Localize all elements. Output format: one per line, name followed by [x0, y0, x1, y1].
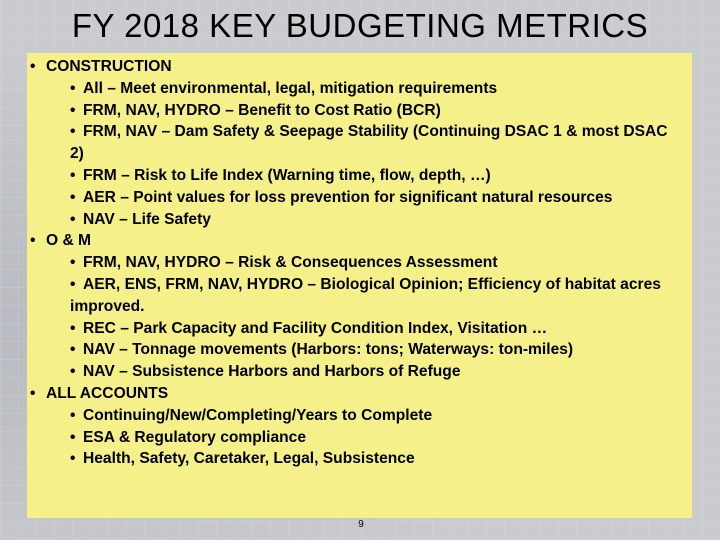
- list-item: • NAV – Life Safety: [27, 209, 692, 231]
- list-item: • FRM, NAV, HYDRO – Risk & Consequences Assessment: [27, 252, 692, 274]
- bullet-icon: •: [70, 319, 76, 337]
- bullet-icon: •: [70, 406, 76, 424]
- list-item: • FRM – Risk to Life Index (Warning time, flow, depth, …): [27, 165, 692, 187]
- bullet-icon: •: [70, 166, 76, 184]
- list-item: • Health, Safety, Caretaker, Legal, Subsistence: [27, 448, 692, 470]
- bullet-icon: •: [70, 363, 76, 381]
- content-panel: [27, 53, 692, 518]
- section-heading-all-accounts: • ALL ACCOUNTS: [27, 383, 692, 405]
- bullet-icon: •: [70, 188, 76, 206]
- bullet-icon: •: [70, 254, 76, 272]
- bullet-icon: •: [30, 58, 36, 75]
- list-item: • AER, ENS, FRM, NAV, HYDRO – Biological Opinion; Efficiency of habitat acres improved.: [70, 275, 661, 315]
- page-number: 9: [358, 519, 364, 530]
- list-item: • FRM, NAV – Dam Safety & Seepage Stability (Continuing DSAC 1 & most DSAC 2): [70, 123, 668, 163]
- list-item: • REC – Park Capacity and Facility Condition Index, Visitation …: [27, 318, 692, 340]
- bullet-icon: •: [30, 232, 36, 250]
- list-item: • Continuing/New/Completing/Years to Complete: [27, 405, 692, 427]
- bullet-icon: •: [70, 428, 76, 446]
- list-item: • NAV – Tonnage movements (Harbors: tons; Waterways: ton-miles): [27, 339, 692, 361]
- section-heading-construction: • CONSTRUCTION: [27, 56, 692, 78]
- bullet-icon: •: [70, 210, 76, 228]
- list-item: • AER – Point values for loss prevention for significant natural resources: [27, 187, 692, 209]
- bullet-list: [27, 56, 692, 470]
- section-heading-om: • O & M: [27, 230, 692, 252]
- list-item: • FRM, NAV, HYDRO – Benefit to Cost Ratio (BCR): [27, 100, 692, 122]
- bullet-icon: •: [70, 123, 76, 141]
- slide-title: FY 2018 KEY BUDGETING METRICS: [71, 7, 649, 44]
- bullet-icon: •: [70, 341, 76, 359]
- bullet-icon: •: [70, 450, 76, 468]
- bullet-icon: •: [30, 384, 36, 402]
- bullet-icon: •: [70, 101, 76, 119]
- list-item: • All – Meet environmental, legal, mitigation requirements: [27, 78, 692, 100]
- bullet-icon: •: [70, 79, 76, 97]
- bullet-icon: •: [70, 275, 76, 293]
- list-item: • NAV – Subsistence Harbors and Harbors of Refuge: [27, 361, 692, 383]
- list-item: • ESA & Regulatory compliance: [27, 427, 692, 449]
